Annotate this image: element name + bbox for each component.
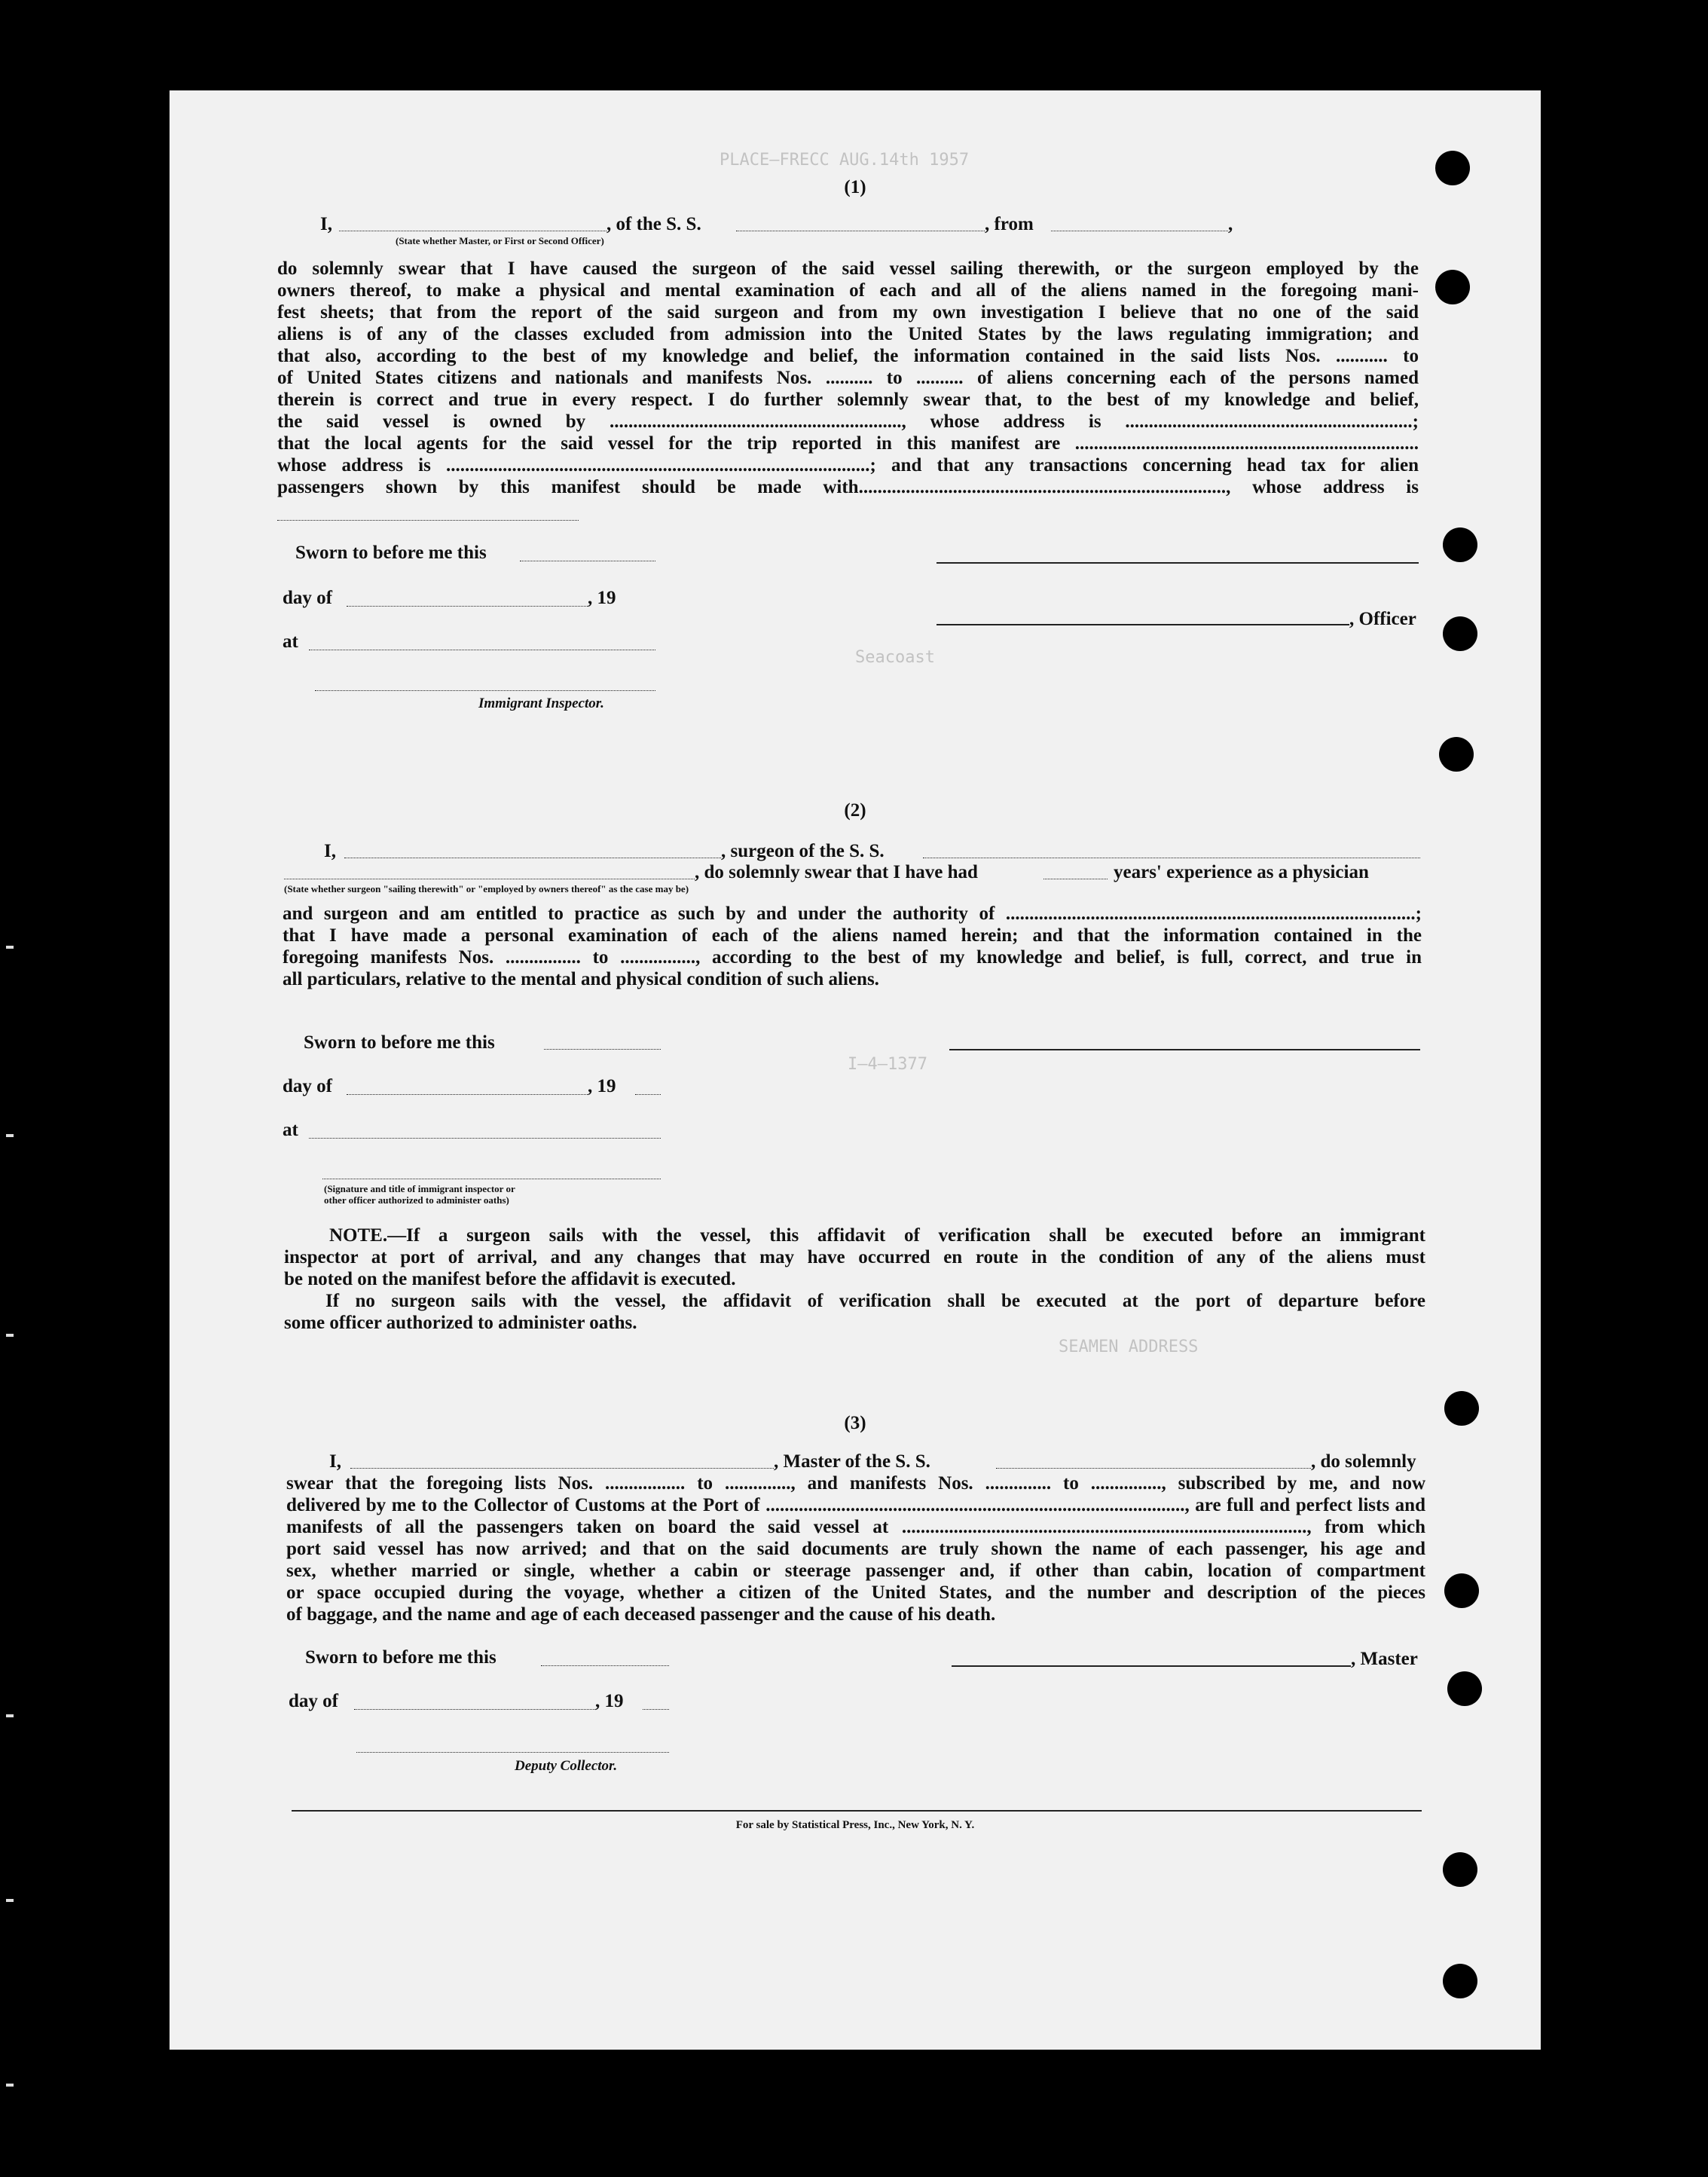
year-field[interactable] [635,1094,661,1095]
section-number: (3) [844,1413,866,1433]
from-label: , from [985,214,1034,234]
punch-hole [1435,270,1470,304]
punch-hole [1443,1964,1477,1998]
day-of-field[interactable] [354,1709,595,1710]
swear-label: , do solemnly swear that I have had [695,862,978,882]
film-edge-mark [6,1134,14,1137]
section1-body [277,258,1419,498]
officer-signature-line[interactable] [936,562,1419,564]
punch-hole [1447,1671,1482,1706]
day-of-field[interactable] [347,606,588,607]
body-line: do solemnly swear that I have caused the surgeon of the said vessel sailing therewith, or the surgeon employed by the [277,258,1419,279]
punch-hole [1443,527,1477,562]
year-field[interactable] [643,1709,669,1710]
body-line: the said vessel is owned by .............................................................., whose address is .............................................................; [277,411,1419,432]
bleed-through-mark: SEAMEN ADDRESS [1059,1338,1199,1356]
body-line: of baggage, and the name and age of each deceased passenger and the cause of his death. [286,1604,996,1625]
body-line: manifests of all the passengers taken on board the said vessel at ......................................................................................, from which [286,1517,1425,1537]
body-line: and surgeon and am entitled to practice as such by and under the authority of .......................................................................................; [283,904,1422,924]
body-line: swear that the foregoing lists Nos. ................. to .............., and manifests Nos. .............. to ..............., subscribed by me, and now [286,1473,1425,1494]
punch-hole [1439,737,1474,772]
day-of-label: day of [283,588,332,608]
punch-hole [1444,1573,1479,1608]
master-signature-line[interactable] [952,1665,1351,1667]
body-line: all particulars, relative to the mental and physical condition of such aliens. [283,969,879,989]
inspector-signature-line[interactable] [315,690,655,691]
body-line: of United States citizens and nationals and manifests Nos. .......... to .......... of aliens concerning each of the persons named [277,368,1419,388]
signature-caption: other officer authorized to administer oaths) [324,1194,509,1206]
body-line: delivered by me to the Collector of Customs at the Port of ........................................................................................., are full and perfect lists and [286,1495,1425,1515]
master-vessel-field[interactable] [996,1468,1311,1469]
body-line: therein is correct and true in every respect. I do further solemnly swear that, to the best of my knowledge and belief, [277,390,1419,410]
body-line: that I have made a personal examination of each of the aliens named herein; and that the information contained in the [283,925,1422,946]
year-label: , 19 [595,1691,624,1711]
oath-intro: I, [320,214,332,234]
footer-rule [292,1810,1422,1812]
sworn-label: Sworn to before me this [304,1032,495,1053]
section-number: (2) [844,800,866,821]
years-label: years' experience as a physician [1114,862,1369,882]
at-label: at [283,1120,298,1140]
signature-caption: (Signature and title of immigrant inspector or [324,1183,515,1194]
body-line: foregoing manifests Nos. ................ to ................, according to the best of my knowledge and belief, is full, correct, and true in [283,947,1422,968]
at-label: at [283,631,298,652]
line-end: , [1228,214,1233,234]
film-edge-mark [6,1899,14,1902]
body-line: fest sheets; that from the report of the said surgeon and from my own investigation I believe that no one of the said [277,302,1419,323]
solemnly-label: , do solemnly [1311,1451,1416,1472]
surgeon-signature-line[interactable] [949,1049,1420,1050]
day-of-label: day of [289,1691,338,1711]
day-of-label: day of [283,1076,332,1096]
sworn-label: Sworn to before me this [305,1647,497,1668]
vessel-label: , of the S. S. [607,214,701,234]
punch-hole [1443,1852,1477,1887]
body-line: whose address is ..........................................................................................; and that any transactions concerning head tax for alien [277,455,1419,475]
surgeon-vessel-label: , surgeon of the S. S. [721,841,885,861]
film-edge-mark [6,1334,14,1337]
note-line: inspector at port of arrival, and any changes that may have occurred en route in the condition of any of the aliens must [284,1247,1425,1267]
body-line: that the local agents for the said vessel for the trip reported in this manifest are ......................................................................... [277,433,1419,454]
body-line: port said vessel has now arrived; and that on the said documents are truly shown the name of each passenger, his age and [286,1539,1425,1559]
sworn-date-field[interactable] [541,1665,669,1666]
section3-body [286,1472,1425,1625]
year-label: , 19 [588,1076,616,1096]
film-edge-mark [6,2084,14,2087]
body-line: or space occupied during the voyage, whether a citizen of the United States, and the number and description of the pieces [286,1582,1425,1603]
inspector-caption: Immigrant Inspector. [478,696,604,711]
note-line: NOTE.—If a surgeon sails with the vessel, this affidavit of verification shall be executed before an immigrant [329,1225,1425,1246]
surgeon-status-caption: (State whether surgeon "sailing therewith" or "employed by owners thereof" as the case may be) [284,883,689,894]
bleed-through-mark: Seacoast [855,648,935,667]
day-of-field[interactable] [347,1094,588,1095]
note-line: If no surgeon sails with the vessel, the affidavit of verification shall be executed at the port of departure before [325,1291,1425,1311]
master-label: , Master [1351,1649,1418,1669]
at-place-field[interactable] [309,1138,661,1139]
oath-intro: I, [329,1451,341,1472]
section-number: (1) [844,177,866,197]
note-line: some officer authorized to administer oaths. [284,1313,637,1333]
bleed-through-mark: I—4—1377 [848,1055,927,1074]
collector-caption: Deputy Collector. [515,1758,618,1774]
officer-label: , Officer [1349,609,1416,629]
film-edge-mark [6,1714,14,1717]
note-block [284,1225,1425,1334]
body-line: sex, whether married or single, whether a cabin or steerage passenger and, if other than cabin, location of compartment [286,1561,1425,1581]
officer-title-line[interactable] [936,624,1349,625]
body-line: aliens is of any of the classes excluded from admission into the United States by the laws regulating immigration; and [277,324,1419,344]
body-line: that also, according to the best of my knowledge and belief, the information contained in the said lists Nos. ........... to [277,346,1419,366]
rank-caption: (State whether Master, or First or Second Officer) [396,235,604,246]
sworn-label: Sworn to before me this [295,543,487,563]
section2-body [283,903,1422,990]
master-name-field[interactable] [350,1468,774,1469]
address-continuation-field[interactable] [277,520,579,521]
bleed-through-mark: PLACE—FRECC AUG.14th 1957 [720,151,970,170]
film-edge-mark [6,946,14,949]
body-line: owners thereof, to make a physical and mental examination of each and all of the aliens named in the foregoing mani- [277,280,1419,301]
printer-credit: For sale by Statistical Press, Inc., New York, N. Y. [735,1819,975,1831]
year-label: , 19 [588,588,616,608]
oath-intro: I, [324,841,336,861]
note-line: be noted on the manifest before the affidavit is executed. [284,1269,736,1289]
form-page [170,90,1541,2050]
sworn-date-field[interactable] [544,1049,661,1050]
punch-hole [1443,616,1477,651]
master-vessel-label: , Master of the S. S. [774,1451,930,1472]
collector-signature-line[interactable] [356,1752,669,1753]
body-line: passengers shown by this manifest should be made with.............................................................................., whose address is [277,477,1419,497]
